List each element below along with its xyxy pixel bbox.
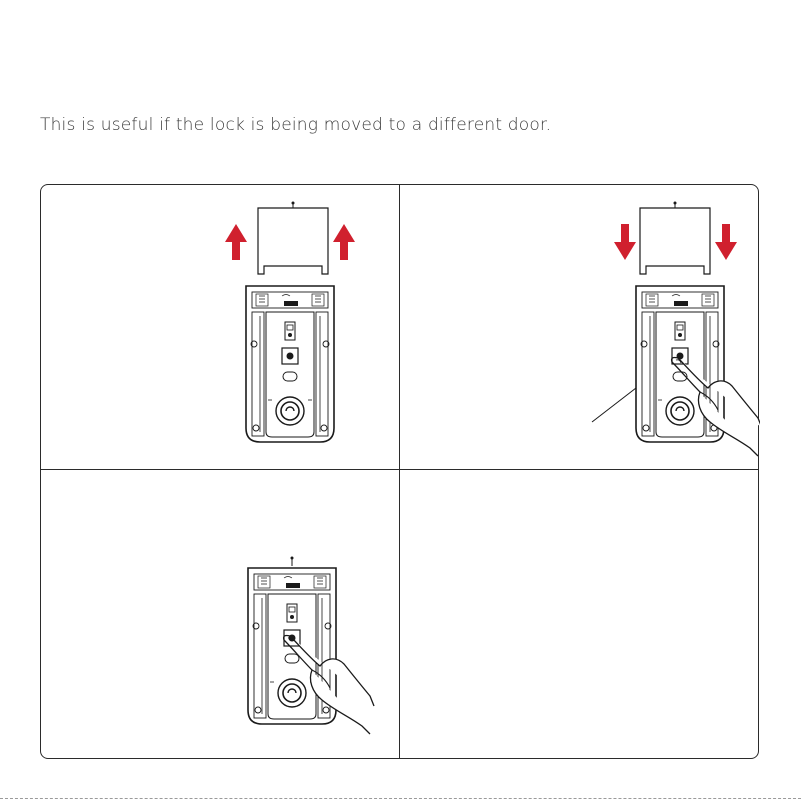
arrow-down-icon xyxy=(614,224,636,260)
page-cut-line xyxy=(0,798,801,799)
intro-text: This is useful if the lock is being moved to a different door. xyxy=(40,115,552,135)
arrow-up-icon xyxy=(225,224,247,260)
panel-empty xyxy=(401,471,757,757)
callout-line xyxy=(592,388,636,422)
battery-cover-icon xyxy=(640,202,710,275)
lock-interior-icon xyxy=(246,286,334,442)
panel-press-button-cover-on xyxy=(244,554,394,754)
arrow-up-icon xyxy=(333,224,355,260)
panel-press-button-reattach xyxy=(580,198,760,470)
arrow-down-icon xyxy=(715,224,737,260)
battery-cover-icon xyxy=(258,202,328,275)
panel-remove-cover xyxy=(200,198,370,468)
